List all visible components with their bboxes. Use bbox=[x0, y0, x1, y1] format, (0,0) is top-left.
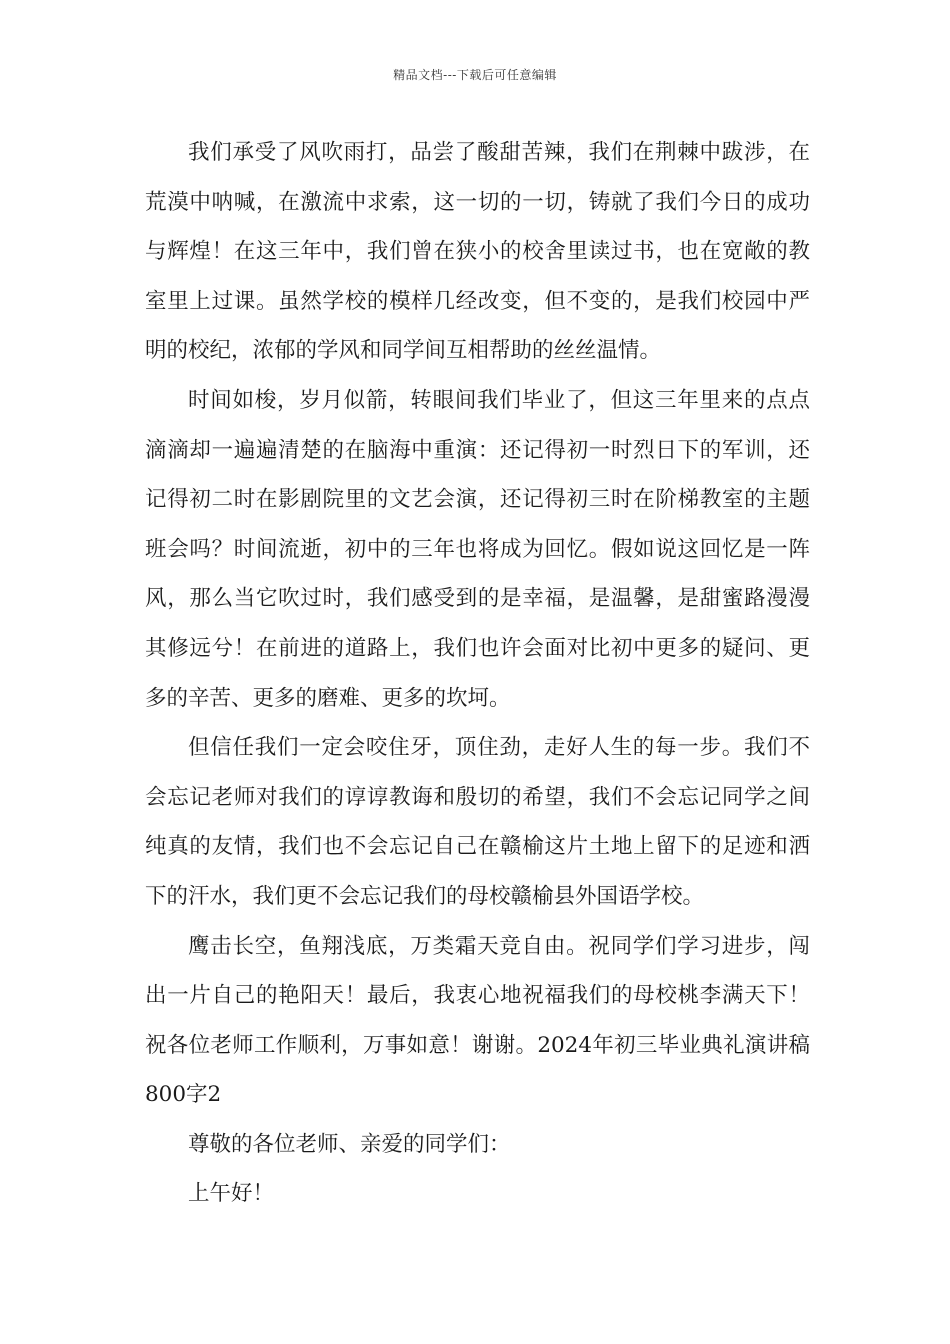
page-header: 精品文档---下载后可任意编辑 bbox=[393, 68, 557, 82]
paragraph: 上午好！ bbox=[188, 1181, 275, 1207]
paragraph: 尊敬的各位老师、亲爱的同学们： bbox=[188, 1131, 511, 1157]
paragraph: 时间如梭，岁月似箭，转眼间我们毕业了，但这三年里来的点点滴滴却一遍遍清楚的在脑海中重演：还记得初一时烈日下的军训，还记得初二时在影剧院里的文艺会演，还记得初三时在阶梯教室的主题班会吗？时间流逝，初中的三年也将成为回忆。假如说这回忆是一阵风，那么当它吹过时，我们感受到的是幸福，是温馨，是甜蜜路漫漫其修远兮！在前进的道路上，我们也许会面对比初中更多的疑问、更多的辛苦、更多的磨难、更多的坎坷。 bbox=[145, 387, 810, 711]
paragraph: 鹰击长空，鱼翔浅底，万类霜天竞自由。祝同学们学习进步，闯出一片自己的艳阳天！最后，我衷心地祝福我们的母校桃李满天下！祝各位老师工作顺利，万事如意！谢谢。2024年初三毕业典礼演讲稿800字2 bbox=[145, 933, 810, 1108]
paragraph: 我们承受了风吹雨打，品尝了酸甜苦辣，我们在荆棘中跋涉，在荒漠中呐喊，在激流中求索，这一切的一切，铸就了我们今日的成功与辉煌！在这三年中，我们曾在狭小的校舍里读过书，也在宽敞的教室里上过课。虽然学校的模样几经改变，但不变的，是我们校园中严明的校纪，浓郁的学风和同学间互相帮助的丝丝温情。 bbox=[145, 140, 810, 364]
paragraph: 但信任我们一定会咬住牙，顶住劲，走好人生的每一步。我们不会忘记老师对我们的谆谆教诲和殷切的希望，我们不会忘记同学之间纯真的友情，我们也不会忘记自己在赣榆这片土地上留下的足迹和洒下的汗水，我们更不会忘记我们的母校赣榆县外国语学校。 bbox=[145, 735, 810, 909]
document-body bbox=[145, 128, 810, 1219]
